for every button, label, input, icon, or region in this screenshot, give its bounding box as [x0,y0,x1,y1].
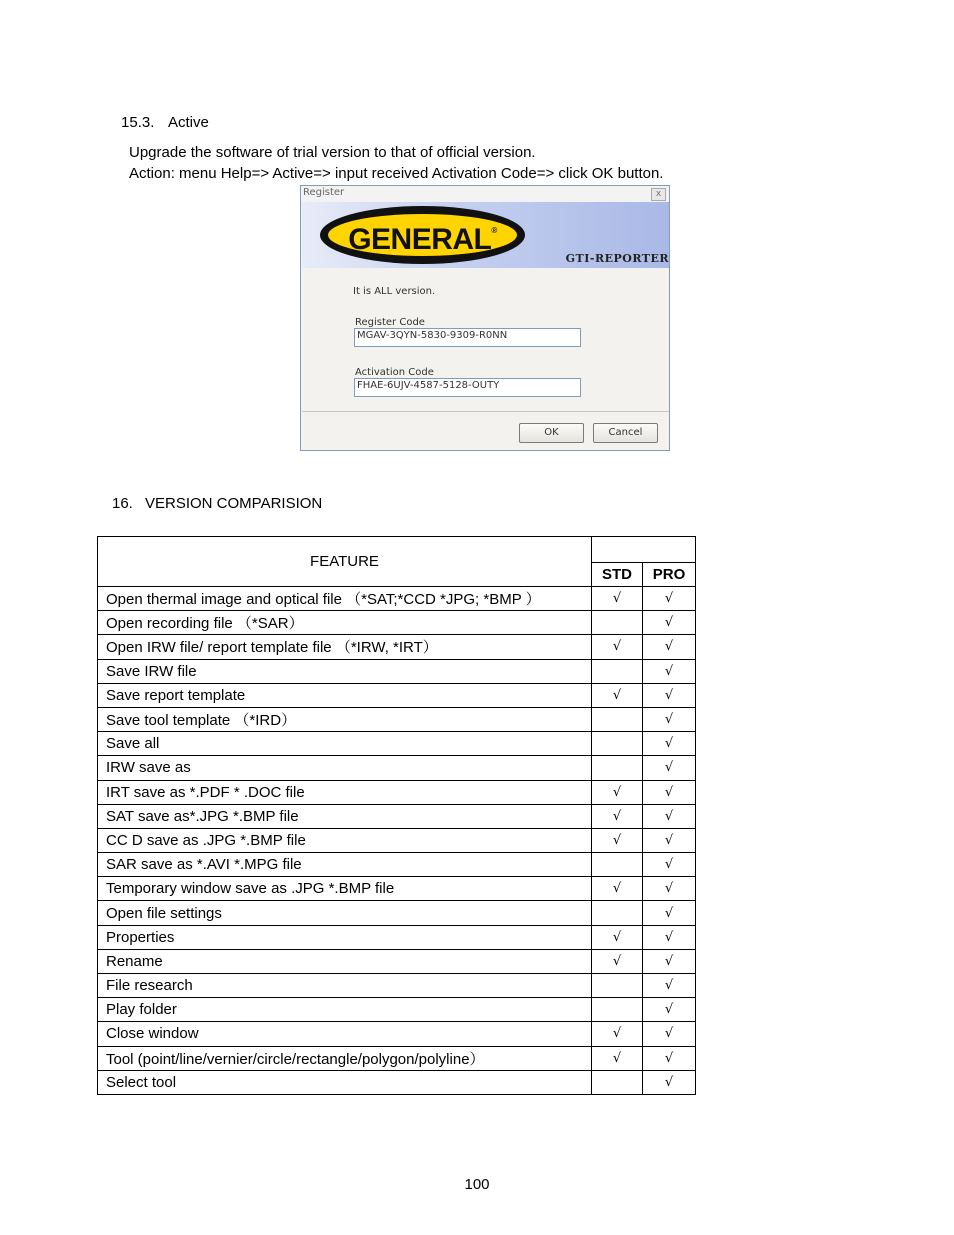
table-row [98,1070,696,1094]
feature-cell: File research [98,974,592,998]
section-15-3-heading [121,114,209,131]
version-status-text: It is ALL version. [353,286,436,297]
product-name: GTI-REPORTER [565,252,669,265]
table-row [98,732,696,756]
general-logo [320,206,525,264]
feature-cell: Open file settings [98,901,592,925]
std-cell [592,901,643,925]
table-row [98,877,696,901]
pro-cell: √ [643,1022,696,1046]
feature-cell: IRT save as *.PDF * .DOC file [98,780,592,804]
activation-code-field[interactable]: FHAE-6UJV-4587-5128-OUTY [354,378,581,397]
feature-cell: Save IRW file [98,659,592,683]
pro-cell: √ [643,853,696,877]
feature-cell: Temporary window save as .JPG *.BMP file [98,877,592,901]
table-row [98,804,696,828]
std-cell [592,853,643,877]
std-cell: √ [592,780,643,804]
pro-cell: √ [643,1070,696,1094]
section-title: VERSION COMPARISION [145,495,323,512]
feature-cell: Properties [98,925,592,949]
register-dialog [300,185,670,451]
pro-cell: √ [643,901,696,925]
table-row [98,949,696,973]
table-row [98,659,696,683]
section-paragraph-line-2: Action: menu Help=> Active=> input received Activation Code=> click OK button. [129,165,664,182]
register-code-label: Register Code [355,317,425,328]
dialog-banner [302,202,670,268]
std-cell: √ [592,877,643,901]
pro-cell: √ [643,998,696,1022]
feature-cell: SAR save as *.AVI *.MPG file [98,853,592,877]
std-cell: √ [592,804,643,828]
std-cell [592,732,643,756]
std-cell: √ [592,828,643,852]
table-row [98,780,696,804]
feature-cell: Play folder [98,998,592,1022]
activation-code-label: Activation Code [355,367,434,378]
feature-cell: Select tool [98,1070,592,1094]
pro-cell: √ [643,804,696,828]
pro-cell: √ [643,587,696,611]
feature-cell: Save all [98,732,592,756]
header-std: STD [592,563,643,587]
std-cell: √ [592,949,643,973]
table-row [98,974,696,998]
header-version-group [592,537,696,563]
section-paragraph-line-1: Upgrade the software of trial version to that of official version. [129,144,536,161]
std-cell [592,998,643,1022]
feature-cell: Open IRW file/ report template file （*IRW, *IRT） [98,635,592,659]
table-row [98,611,696,635]
std-cell [592,756,643,780]
std-cell [592,707,643,731]
dialog-title: Register [303,187,345,198]
table-row [98,707,696,731]
dialog-divider [302,411,670,412]
section-16-heading [112,495,322,512]
table-row [98,998,696,1022]
pro-cell: √ [643,683,696,707]
pro-cell: √ [643,756,696,780]
pro-cell: √ [643,635,696,659]
section-number: 15.3. [121,114,155,131]
std-cell: √ [592,683,643,707]
std-cell [592,659,643,683]
header-feature: FEATURE [98,537,592,587]
table-row [98,853,696,877]
header-pro: PRO [643,563,696,587]
section-number: 16. [112,495,133,512]
feature-cell: Open thermal image and optical file （*SAT;*CCD *JPG; *BMP ） [98,587,592,611]
std-cell: √ [592,1022,643,1046]
pro-cell: √ [643,1046,696,1070]
table-row [98,635,696,659]
feature-cell: CC D save as .JPG *.BMP file [98,828,592,852]
pro-cell: √ [643,659,696,683]
version-comparison-table [97,536,696,1095]
table-row [98,828,696,852]
dialog-titlebar [301,186,669,202]
logo-text: GENERAL [348,223,492,256]
feature-cell: SAT save as*.JPG *.BMP file [98,804,592,828]
pro-cell: √ [643,949,696,973]
register-code-field[interactable]: MGAV-3QYN-5830-9309-R0NN [354,328,581,347]
table-row [98,901,696,925]
feature-cell: Open recording file （*SAR） [98,611,592,635]
std-cell: √ [592,925,643,949]
pro-cell: √ [643,828,696,852]
std-cell: √ [592,587,643,611]
cancel-button[interactable]: Cancel [593,423,658,443]
page-number: 100 [464,1176,490,1193]
registered-mark: ® [491,226,497,235]
table-row [98,587,696,611]
pro-cell: √ [643,707,696,731]
table-row [98,925,696,949]
std-cell [592,974,643,998]
dialog-body [302,268,670,411]
std-cell: √ [592,635,643,659]
table-row [98,1022,696,1046]
feature-cell: Save tool template （*IRD） [98,707,592,731]
table-body [98,587,696,1095]
feature-cell: IRW save as [98,756,592,780]
std-cell [592,1070,643,1094]
std-cell [592,611,643,635]
table-row [98,756,696,780]
pro-cell: √ [643,877,696,901]
close-icon[interactable]: x [651,188,666,201]
pro-cell: √ [643,925,696,949]
pro-cell: √ [643,974,696,998]
pro-cell: √ [643,732,696,756]
pro-cell: √ [643,780,696,804]
feature-cell: Rename [98,949,592,973]
feature-cell: Save report template [98,683,592,707]
table-row [98,683,696,707]
table-row [98,1046,696,1070]
pro-cell: √ [643,611,696,635]
feature-cell: Tool (point/line/vernier/circle/rectangle/polygon/polyline） [98,1046,592,1070]
std-cell: √ [592,1046,643,1070]
feature-cell: Close window [98,1022,592,1046]
ok-button[interactable]: OK [519,423,584,443]
section-title: Active [168,114,209,131]
